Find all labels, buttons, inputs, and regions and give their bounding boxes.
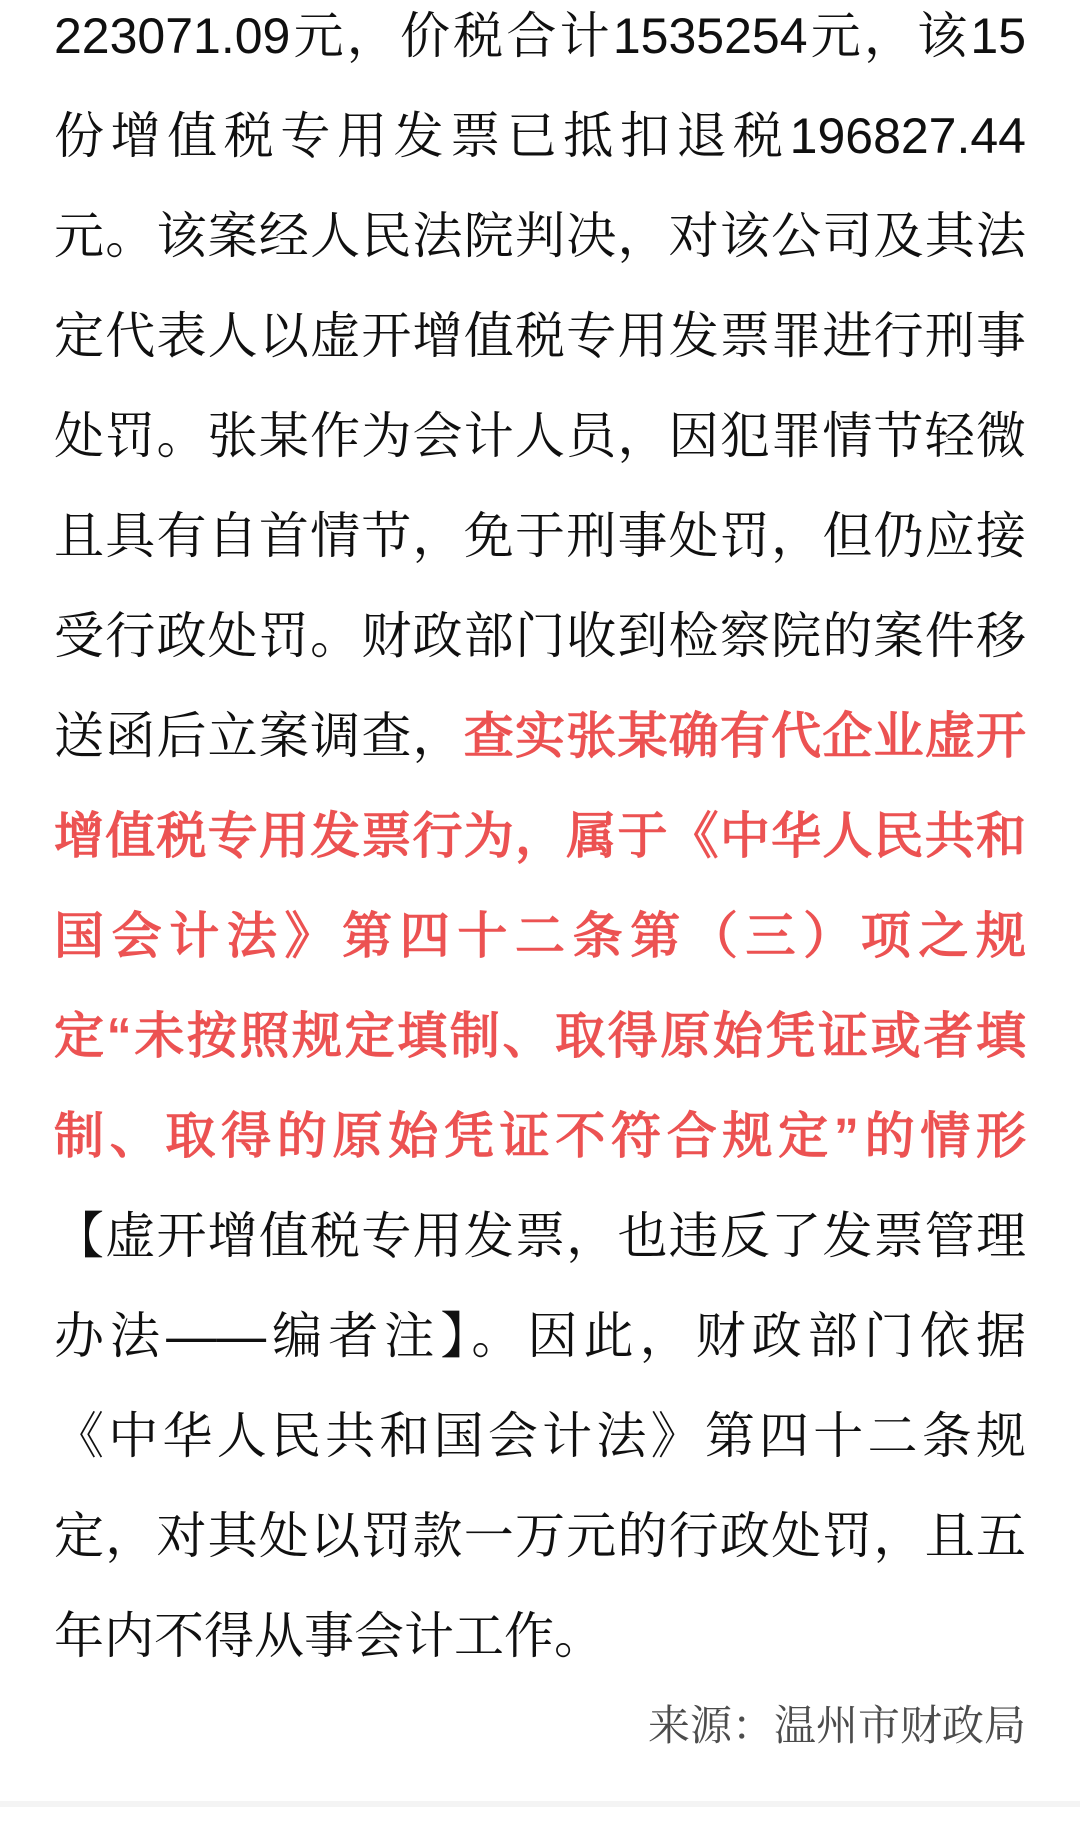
article-paragraph — [54, 0, 1026, 1686]
bottom-edge-divider — [0, 1801, 1080, 1807]
text-segment-black-2: 【虚开增值税专用发票，也违反了发票管理办法——编者注】。因此，财政部门依据《中华人民共和国会计法》第四十二条规定，对其处以罚款一万元的行政处罚，且五年内不得从事会计工作。 — [54, 1208, 1026, 1664]
source-attribution: 来源：温州市财政局 — [647, 1702, 1026, 1749]
text-segment-red-highlight: 查实张某确有代企业虚开增值税专用发票行为，属于《中华人民共和国会计法》第四十二条第（三）项之规定“未按照规定填制、取得原始凭证或者填制、取得的原始凭证不符合规定”的情形 — [54, 708, 1027, 1164]
text-segment-black-1: 223071.09元，价税合计1535254元，该15份增值税专用发票已抵扣退税196827.44元。该案经人民法院判决，对该公司及其法定代表人以虚开增值税专用发票罪进行刑事处罚。张某作为会计人员，因犯罪情节轻微且具有自首情节，免于刑事处罚，但仍应接受行政处罚。财政部门收到检察院的案件移送函后立案调查， — [54, 8, 1026, 764]
